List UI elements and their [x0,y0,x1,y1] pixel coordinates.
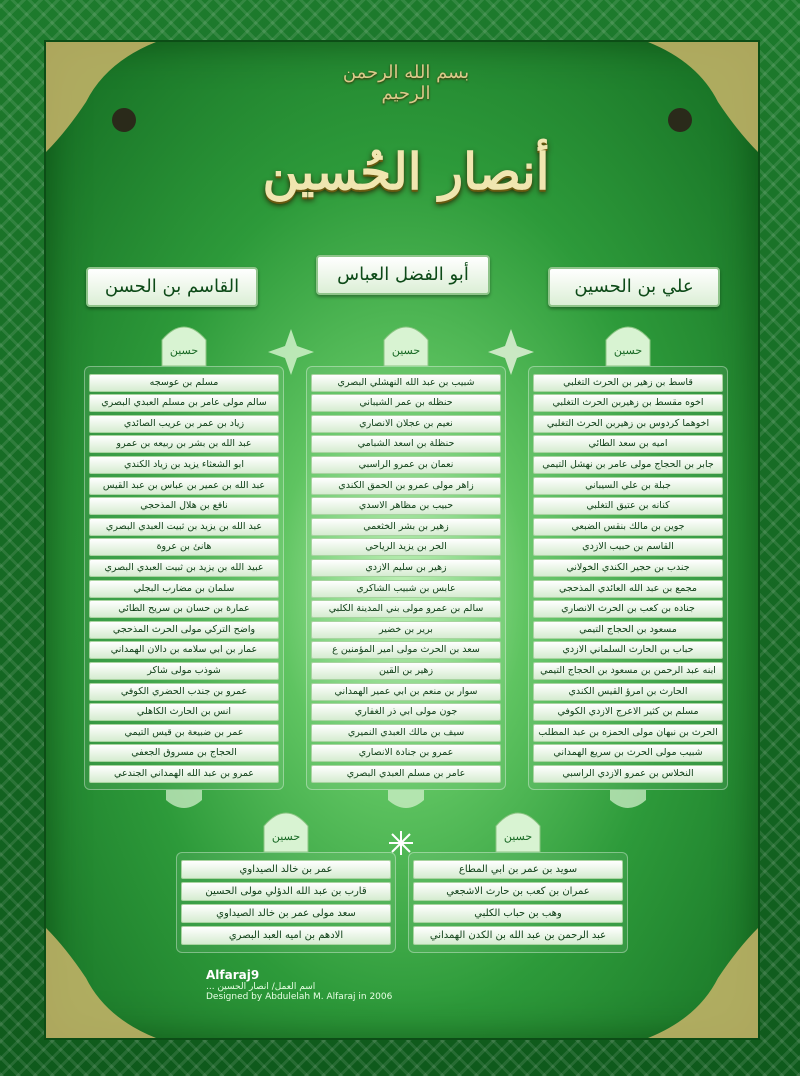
name-row: اميه بن سعد الطائي [533,435,723,453]
header-center: أبو الفضل العباس [316,255,490,295]
bismillah-calligraphy: بسم الله الرحمن الرحيم [342,62,470,104]
name-row: ابنه عبد الرحمن بن مسعود بن الحجاج التيمي [533,662,723,680]
name-row: سويد بن عمر بن ابي المطاع [413,860,623,879]
hussain-calligraphy-badge-icon [158,320,210,366]
hussain-calligraphy-badge-icon [602,320,654,366]
name-row: الحرث بن نبهان مولى الحمزه بن عبد المطلب [533,724,723,742]
name-row: مسعود بن الحجاج التيمي [533,621,723,639]
name-row: زهير بن القين [311,662,501,680]
name-row: عمران بن كعب بن حارث الاشجعي [413,882,623,901]
name-row: عمرو بن جندب الحضري الكوفي [89,683,279,701]
name-row: جناده بن كعب بن الحرث الانصاري [533,600,723,618]
names-list-bottom-right [408,852,628,953]
column-left [84,314,284,814]
name-row: زهير بن سليم الازدي [311,559,501,577]
name-row: اخوهما كردوس بن زهيربن الحرث التغلبي [533,415,723,433]
svg-text:حسين: حسين [169,344,199,357]
name-row: جبلة بن علي السيباني [533,477,723,495]
name-row: عمر بن ضبيعة بن قيس التيمي [89,724,279,742]
name-row: حنظله بن عمر الشيباني [311,394,501,412]
name-row: عبد الرحمن بن عبد الله بن الكدن الهمداني [413,926,623,945]
name-row: الحجاج بن مسروق الجعفي [89,744,279,762]
name-row: اخوه مقسط بن زهيربن الحرث التغلبي [533,394,723,412]
snowflake-ornament-icon [388,830,414,856]
hussain-calligraphy-badge-icon [380,320,432,366]
credits [206,968,426,1002]
hussain-calligraphy-badge-icon [492,806,544,852]
corner-ornament-bottom-left [46,928,156,1038]
name-row: سوار بن منعم بن ابي عمير الهمداني [311,683,501,701]
name-row: مسلم بن عوسجه [89,374,279,392]
name-row: عمارة بن حسان بن سريح الطائي [89,600,279,618]
name-row: سلمان بن مضارب البجلي [89,580,279,598]
column-center [306,314,506,814]
name-row: جون مولى ابي ذر الغفاري [311,703,501,721]
column-right [528,314,728,814]
name-row: هانئ بن عروة [89,538,279,556]
column-bottom-left [176,800,396,953]
header-right: علي بن الحسين [548,267,720,307]
designer-credit: Designed by Abdulelah M. Alfaraj in 2006 [206,992,393,1002]
name-row: وهب بن حباب الكلبي [413,904,623,923]
name-row: شبيب مولى الحرث بن سريع الهمداني [533,744,723,762]
name-row: عمرو بن عبد الله الهمداني الجندعي [89,765,279,783]
work-name: اسم العمل/ انصار الحسين ... [206,982,316,992]
name-row: الادهم بن اميه العبد البصري [181,926,391,945]
name-row: حبيب بن مظاهر الاسدي [311,497,501,515]
name-row: سالم مولى عامر بن مسلم العبدي البصري [89,394,279,412]
svg-text:حسين: حسين [391,344,421,357]
designer-logo: Alfaraj9 [206,968,260,982]
name-row: زهير بن بشر الخثعمي [311,518,501,536]
poster-panel [44,40,760,1040]
svg-text:حسين: حسين [271,830,301,843]
name-row: شوذب مولى شاكر [89,662,279,680]
name-row: سالم بن عمرو مولى بني المدينة الكلبي [311,600,501,618]
corner-ornament-top-right [648,42,758,152]
corner-ornament-bottom-right [648,928,758,1038]
corner-ornament-top-left [46,42,156,152]
name-row: عبد الله بن عمير بن عباس بن عبد القيس [89,477,279,495]
name-row: عابس بن شبيب الشاكري [311,580,501,598]
name-row: كنانه بن عتيق التغلبي [533,497,723,515]
name-row: زاهر مولى عمرو بن الحمق الكندي [311,477,501,495]
name-row: عبيد الله بن يزيد بن ثبيت العبدي البصري [89,559,279,577]
name-row: برير بن خضير [311,621,501,639]
name-row: سعد مولى عمر بن خالد الصيداوي [181,904,391,923]
name-row: عبد الله بن بشر بن ربيعه بن عمرو [89,435,279,453]
column-bottom-right [408,800,628,953]
name-row: حباب بن الحارث السلماني الازدي [533,641,723,659]
name-row: جابر بن الحجاج مولى عامر بن نهشل التيمي [533,456,723,474]
name-row: قارب بن عبد الله الدؤلي مولى الحسين [181,882,391,901]
name-row: الحارث بن امرؤ القيس الكندي [533,683,723,701]
name-row: جوين بن مالك بنقس الضبعي [533,518,723,536]
name-row: عمر بن خالد الصيداوي [181,860,391,879]
names-list-center [306,366,506,790]
name-row: النخلاس بن عمرو الازدي الراسبي [533,765,723,783]
name-row: مسلم بن كثير الاعرج الازدي الكوفي [533,703,723,721]
name-row: حنظلة بن اسعد الشبامي [311,435,501,453]
name-row: عمار بن ابي سلامه بن دالان الهمداني [89,641,279,659]
names-list-bottom-left [176,852,396,953]
svg-text:حسين: حسين [503,830,533,843]
header-left: القاسم بن الحسن [86,267,258,307]
name-row: سعد بن الحرث مولى امير المؤمنين ع [311,641,501,659]
name-row: زياد بن عمر بن عريب الصائدي [89,415,279,433]
name-row: عمرو بن جنادة الانصاري [311,744,501,762]
svg-text:حسين: حسين [613,344,643,357]
hussain-calligraphy-badge-icon [260,806,312,852]
names-list-right [528,366,728,790]
name-row: نعيم بن عجلان الانصاري [311,415,501,433]
name-row: عبد الله بن يزيد بن ثبيت العبدي البصري [89,518,279,536]
name-row: القاسم بن حبيب الازدي [533,538,723,556]
name-row: ابو الشعثاء يزيد بن زياد الكندي [89,456,279,474]
page-title: أنصار الحُسين [262,142,550,201]
name-row: انس بن الحارث الكاهلي [89,703,279,721]
name-row: نافع بن هلال المذحجي [89,497,279,515]
names-list-left [84,366,284,790]
name-row: قاسط بن زهير بن الحرث التغلبي [533,374,723,392]
name-row: واضح التركي مولى الحرث المذحجي [89,621,279,639]
name-row: سيف بن مالك العبدي النميري [311,724,501,742]
name-row: نعمان بن عمرو الراسبي [311,456,501,474]
name-row: جندب بن حجير الكندي الخولاني [533,559,723,577]
name-row: شبيب بن عبد الله النهشلي البصري [311,374,501,392]
name-row: الحر بن يزيد الرياحي [311,538,501,556]
name-row: عامر بن مسلم العبدي البصري [311,765,501,783]
name-row: مجمع بن عبد الله العائدي المذحجي [533,580,723,598]
